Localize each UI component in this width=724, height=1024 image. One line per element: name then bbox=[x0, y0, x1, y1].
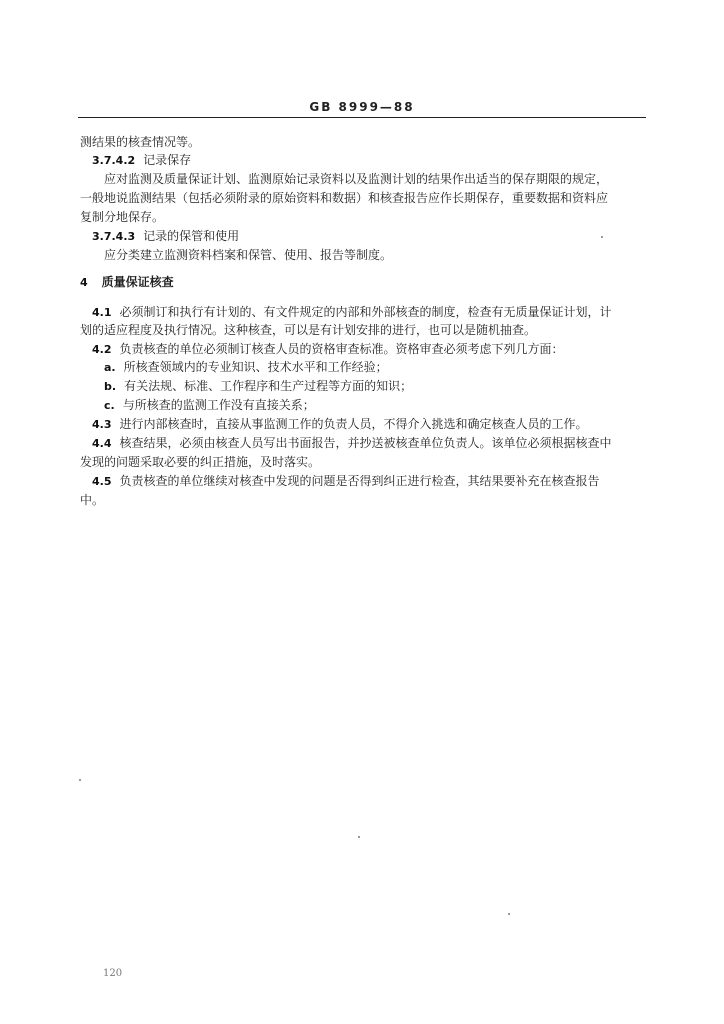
page-number: 120 bbox=[103, 968, 123, 979]
clause-number: 4.5 bbox=[92, 475, 112, 488]
list-label: c. bbox=[104, 399, 115, 412]
clause-continuation: 中。 bbox=[80, 493, 105, 507]
scan-speck bbox=[358, 836, 360, 838]
scan-speck bbox=[601, 236, 603, 238]
list-text: 有关法规、标准、工作程序和生产过程等方面的知识； bbox=[124, 379, 413, 393]
clause-number: 4.1 bbox=[92, 306, 112, 319]
standard-number-header: GB 8999—88 bbox=[309, 100, 415, 114]
section-heading-4 bbox=[80, 274, 174, 291]
clause-continuation: 划的适应程度及执行情况。这种核查，可以是有计划安排的进行，也可以是随机抽查。 bbox=[80, 323, 537, 337]
list-text: 所核查领域内的专业知识、技术水平和工作经验； bbox=[123, 360, 388, 374]
clause-text: 负责核查的单位必须制订核查人员的资格审查标准。资格审查必须考虑下列几方面： bbox=[119, 342, 564, 356]
scan-speck bbox=[79, 779, 81, 781]
clause-text: 负责核查的单位继续对核查中发现的问题是否得到纠正进行检查，其结果要补充在核查报告 bbox=[119, 474, 600, 488]
clause-continuation: 发现的问题采取必要的纠正措施，及时落实。 bbox=[80, 455, 321, 469]
clause-number: 4.3 bbox=[92, 418, 112, 431]
paragraph-continuation: 测结果的核查情况等。 bbox=[80, 135, 201, 149]
section-title: 记录保存 bbox=[143, 153, 192, 167]
section-heading-3-7-4-2 bbox=[92, 152, 191, 169]
section-number: 3.7.4.3 bbox=[92, 230, 136, 243]
clause-4-5 bbox=[92, 473, 600, 490]
clause-text: 核查结果，必须由核查人员写出书面报告，并抄送被核查单位负责人。该单位必须根据核查中 bbox=[119, 436, 612, 450]
list-text: 与所核查的监测工作没有直接关系； bbox=[122, 398, 315, 412]
clause-text: 必须制订和执行有计划的、有文件规定的内部和外部核查的制度，检查有无质量保证计划，计 bbox=[119, 305, 612, 319]
paragraph-line: 应分类建立监测资料档案和保管、使用、报告等制度。 bbox=[104, 248, 393, 262]
section-title: 记录的保管和使用 bbox=[143, 229, 240, 243]
paragraph-line: 应对监测及质量保证计划、监测原始记录资料以及监测计划的结果作出适当的保存期限的规定， bbox=[104, 172, 609, 186]
paragraph-line: 复制分地保存。 bbox=[80, 210, 165, 224]
section-title: 质量保证核查 bbox=[101, 275, 174, 289]
section-number: 3.7.4.2 bbox=[92, 154, 136, 167]
list-item-b bbox=[104, 378, 412, 395]
section-heading-3-7-4-3 bbox=[92, 228, 239, 245]
clause-number: 4.2 bbox=[92, 343, 112, 356]
scan-speck bbox=[508, 913, 510, 915]
list-item-a bbox=[104, 359, 388, 376]
clause-4-2 bbox=[92, 341, 564, 358]
header-rule bbox=[78, 117, 646, 118]
clause-4-3 bbox=[92, 416, 588, 433]
list-label: b. bbox=[104, 380, 117, 393]
clause-4-4 bbox=[92, 435, 612, 452]
section-number: 4 bbox=[80, 276, 88, 289]
list-item-c bbox=[104, 397, 315, 414]
clause-text: 进行内部核查时，直接从事监测工作的负责人员，不得介入挑选和确定核查人员的工作。 bbox=[119, 417, 588, 431]
clause-4-1 bbox=[92, 304, 612, 321]
clause-number: 4.4 bbox=[92, 437, 112, 450]
list-label: a. bbox=[104, 361, 116, 374]
paragraph-line: 一般地说监测结果（包括必须附录的原始资料和数据）和核查报告应作长期保存，重要数据和资料应 bbox=[80, 191, 609, 205]
